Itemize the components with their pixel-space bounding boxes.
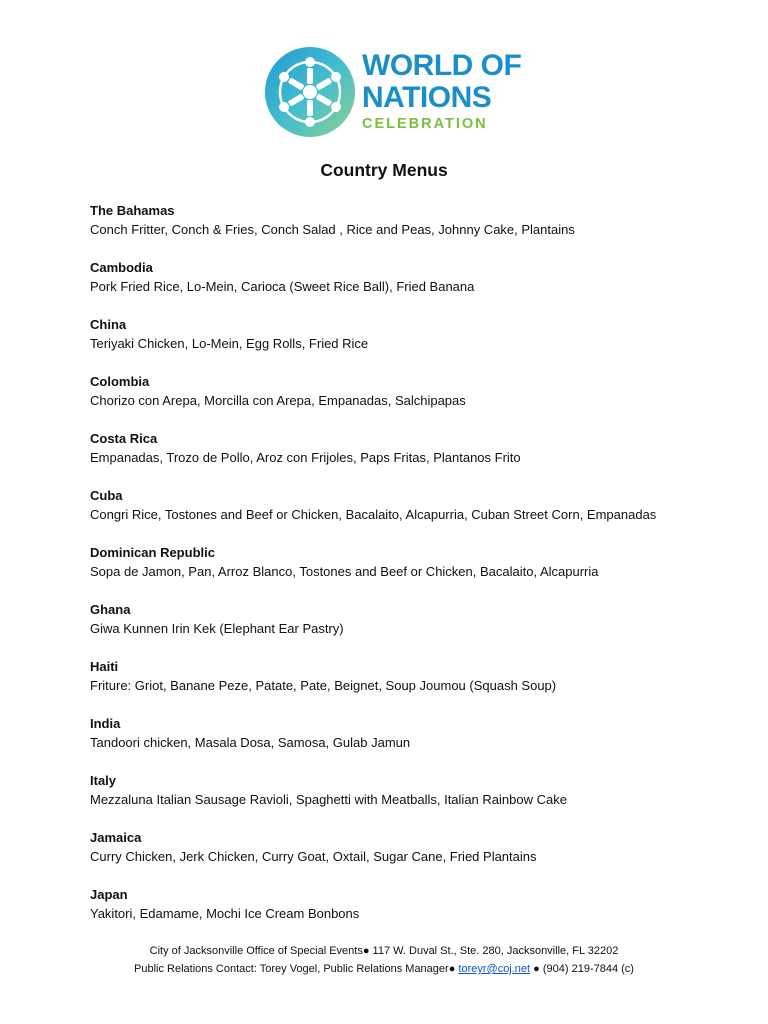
logo-line-world-of: WORLD OF <box>362 49 522 82</box>
menu-item-china <box>90 316 730 373</box>
dish-list: Empanadas, Trozo de Pollo, Aroz con Frijoles, Paps Fritas, Plantanos Frito <box>90 450 521 465</box>
footer-contact-prefix: Public Relations Contact: Torey Vogel, Public Relations Manager● <box>134 963 459 975</box>
country-name: Cuba <box>90 488 123 503</box>
menu-item-dominican-republic <box>90 544 730 601</box>
dish-list: Tandoori chicken, Masala Dosa, Samosa, Gulab Jamun <box>90 735 411 750</box>
menu-item-colombia <box>90 373 730 430</box>
logo-wordmark <box>362 49 522 133</box>
menu-item-japan <box>90 886 730 943</box>
world-of-nations-logo <box>264 46 522 142</box>
country-name: Ghana <box>90 602 131 617</box>
footer-contact-suffix: ● (904) 219-7844 (c) <box>530 963 634 975</box>
country-name: Costa Rica <box>90 431 158 446</box>
email-link[interactable]: toreyr@coj.net <box>458 963 531 975</box>
dish-list: Chorizo con Arepa, Morcilla con Arepa, Empanadas, Salchipapas <box>90 393 466 408</box>
country-name: Colombia <box>90 374 150 389</box>
menu-item-cambodia <box>90 259 730 316</box>
country-name: Japan <box>90 887 128 902</box>
dish-list: Teriyaki Chicken, Lo-Mein, Egg Rolls, Fried Rice <box>90 336 369 351</box>
dish-list: Conch Fritter, Conch & Fries, Conch Salad , Rice and Peas, Johnny Cake, Plantains <box>90 222 575 237</box>
menu-item-haiti <box>90 658 730 715</box>
country-name: Italy <box>90 773 117 788</box>
country-name: Jamaica <box>90 830 142 845</box>
country-name: The Bahamas <box>90 203 175 218</box>
menu-item-jamaica <box>90 829 730 886</box>
menu-item-ghana <box>90 601 730 658</box>
page-title: Country Menus <box>320 160 448 180</box>
menu-item-italy <box>90 772 730 829</box>
footer-address: City of Jacksonville Office of Special Events● 117 W. Duval St., Ste. 280, Jacksonville, FL 32202 <box>149 945 619 957</box>
country-menu-list <box>90 202 730 943</box>
dish-list: Friture: Griot, Banane Peze, Patate, Pate, Beignet, Soup Joumou (Squash Soup) <box>90 678 557 693</box>
globe-people-emblem-icon <box>264 46 356 138</box>
menu-item-costa-rica <box>90 430 730 487</box>
dish-list: Pork Fried Rice, Lo-Mein, Carioca (Sweet Rice Ball), Fried Banana <box>90 279 475 294</box>
logo-line-celebration: CELEBRATION <box>362 116 488 132</box>
dish-list: Sopa de Jamon, Pan, Arroz Blanco, Tostones and Beef or Chicken, Bacalaito, Alcapurria <box>90 564 599 579</box>
dish-list: Curry Chicken, Jerk Chicken, Curry Goat, Oxtail, Sugar Cane, Fried Plantains <box>90 849 537 864</box>
menu-item-india <box>90 715 730 772</box>
country-name: Cambodia <box>90 260 153 275</box>
logo-line-nations: NATIONS <box>362 81 492 114</box>
menu-item-cuba <box>90 487 730 544</box>
footer-contact <box>0 960 768 978</box>
dish-list: Mezzaluna Italian Sausage Ravioli, Spaghetti with Meatballs, Italian Rainbow Cake <box>90 792 567 807</box>
dish-list: Congri Rice, Tostones and Beef or Chicken, Bacalaito, Alcapurria, Cuban Street Corn, Empanadas <box>90 507 657 522</box>
country-name: India <box>90 716 121 731</box>
footer <box>0 942 768 978</box>
dish-list: Yakitori, Edamame, Mochi Ice Cream Bonbons <box>90 906 360 921</box>
country-name: Haiti <box>90 659 119 674</box>
dish-list: Giwa Kunnen Irin Kek (Elephant Ear Pastry) <box>90 621 344 636</box>
menu-item-the-bahamas <box>90 202 730 259</box>
country-name: Dominican Republic <box>90 545 215 560</box>
country-name: China <box>90 317 127 332</box>
